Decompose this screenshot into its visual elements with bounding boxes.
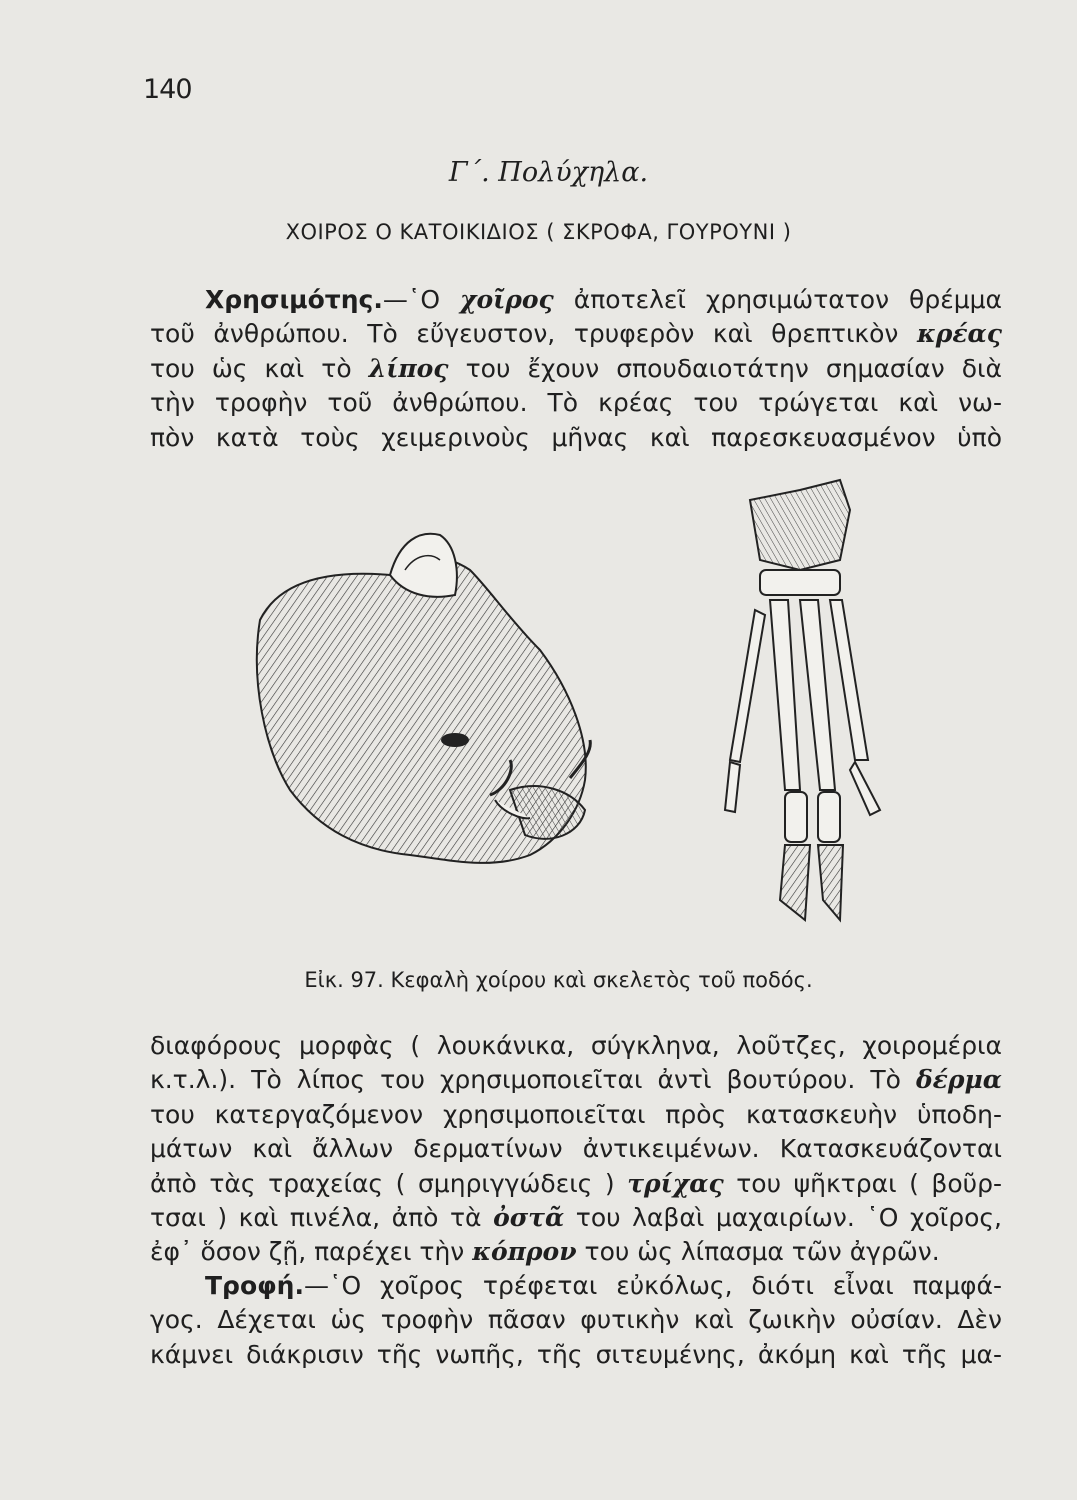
text-line: του ὡς καὶ τὸ λίπος του ἔχουν σπουδαιοτάτην σημασίαν διὰ xyxy=(150,353,1002,383)
text-line: ἐφ᾿ ὅσον ζῇ, παρέχει τὴν κόπρον του ὡς λίπασμα τῶν ἀγρῶν. xyxy=(150,1237,940,1267)
text-line: διαφόρους μορφὰς ( λουκάνικα, σύγκληνα, λοῦτζες, χοιρομέρια xyxy=(150,1031,1002,1060)
text-line: τσαι ) καὶ πινέλα, ἀπὸ τὰ ὀστᾶ του λαβαὶ μαχαιρίων. ῾Ο χοῖρος, xyxy=(150,1203,1003,1233)
keyword: κόπρον xyxy=(472,1237,577,1267)
foot-skeleton-illustration xyxy=(725,480,880,920)
text-line: πὸν κατὰ τοὺς χειμερινοὺς μῆνας καὶ παρεσκευασμένον ὑπὸ xyxy=(150,422,1002,452)
paragraph-feeding xyxy=(150,1269,1002,1372)
figure-pig-head-and-foot-skeleton xyxy=(240,460,940,960)
keyword: ὀστᾶ xyxy=(493,1203,565,1233)
keyword: χοῖρος xyxy=(460,285,554,314)
pig-head-illustration xyxy=(257,534,590,863)
keyword: δέρμα xyxy=(915,1065,1002,1095)
lead-term: Χρησιμότης. xyxy=(205,285,383,314)
text-line: κ.τ.λ.). Τὸ λίπος του χρησιμοποιεῖται ἀντὶ βουτύρου. Τὸ δέρμα xyxy=(150,1065,1002,1095)
text-line: μάτων καὶ ἄλλων δερματίνων ἀντικειμένων. Κατασκευάζονται xyxy=(150,1134,1002,1164)
section-title: Γ΄. Πολύχηλα. xyxy=(448,157,649,188)
subtitle: ΧΟΙΡΟΣ Ο ΚΑΤΟΙΚΙΔΙΟΣ ( ΣΚΡΟΦΑ, ΓΟΥΡΟΥΝΙ ) xyxy=(285,220,792,244)
keyword: κρέας xyxy=(916,319,1002,349)
text-line: τὴν τροφὴν τοῦ ἀνθρώπου. Τὸ κρέας του τρώγεται καὶ νω- xyxy=(150,388,1002,418)
paragraph-usefulness xyxy=(150,283,1002,455)
lead-term: Τροφή. xyxy=(205,1271,304,1300)
text-line: Τροφή.—῾Ο χοῖρος τρέφεται εὐκόλως, διότι εἶναι παμφά- xyxy=(205,1271,1002,1300)
text-line: Χρησιμότης.—῾Ο χοῖρος ἀποτελεῖ χρησιμώτατον θρέμμα xyxy=(205,285,1002,314)
paragraph-uses xyxy=(150,1029,1002,1270)
text-line: γος. Δέχεται ὡς τροφὴν πᾶσαν φυτικὴν καὶ ζωικὴν οὐσίαν. Δὲν xyxy=(150,1305,1002,1335)
text-line: ἀπὸ τὰς τραχείας ( σμηριγγώδεις ) τρίχας του ψῆκτραι ( βοῦρ- xyxy=(150,1168,1003,1198)
text-line: του κατεργαζόμενον χρησιμοποιεῖται πρὸς κατασκευὴν ὑποδη- xyxy=(150,1099,1002,1129)
text-line: τοῦ ἀνθρώπου. Τὸ εὔγευστον, τρυφερὸν καὶ θρεπτικὸν κρέας xyxy=(150,319,1002,349)
figure-caption: Εἰκ. 97. Κεφαλὴ χοίρου καὶ σκελετὸς τοῦ ποδός. xyxy=(304,968,813,992)
keyword: λίπος xyxy=(368,353,449,383)
keyword: τρίχας xyxy=(627,1168,724,1198)
page-number: 140 xyxy=(143,74,192,105)
text-line: κάμνει διάκρισιν τῆς νωπῆς, τῆς σιτευμένης, ἀκόμη καὶ τῆς μα- xyxy=(150,1339,1002,1369)
